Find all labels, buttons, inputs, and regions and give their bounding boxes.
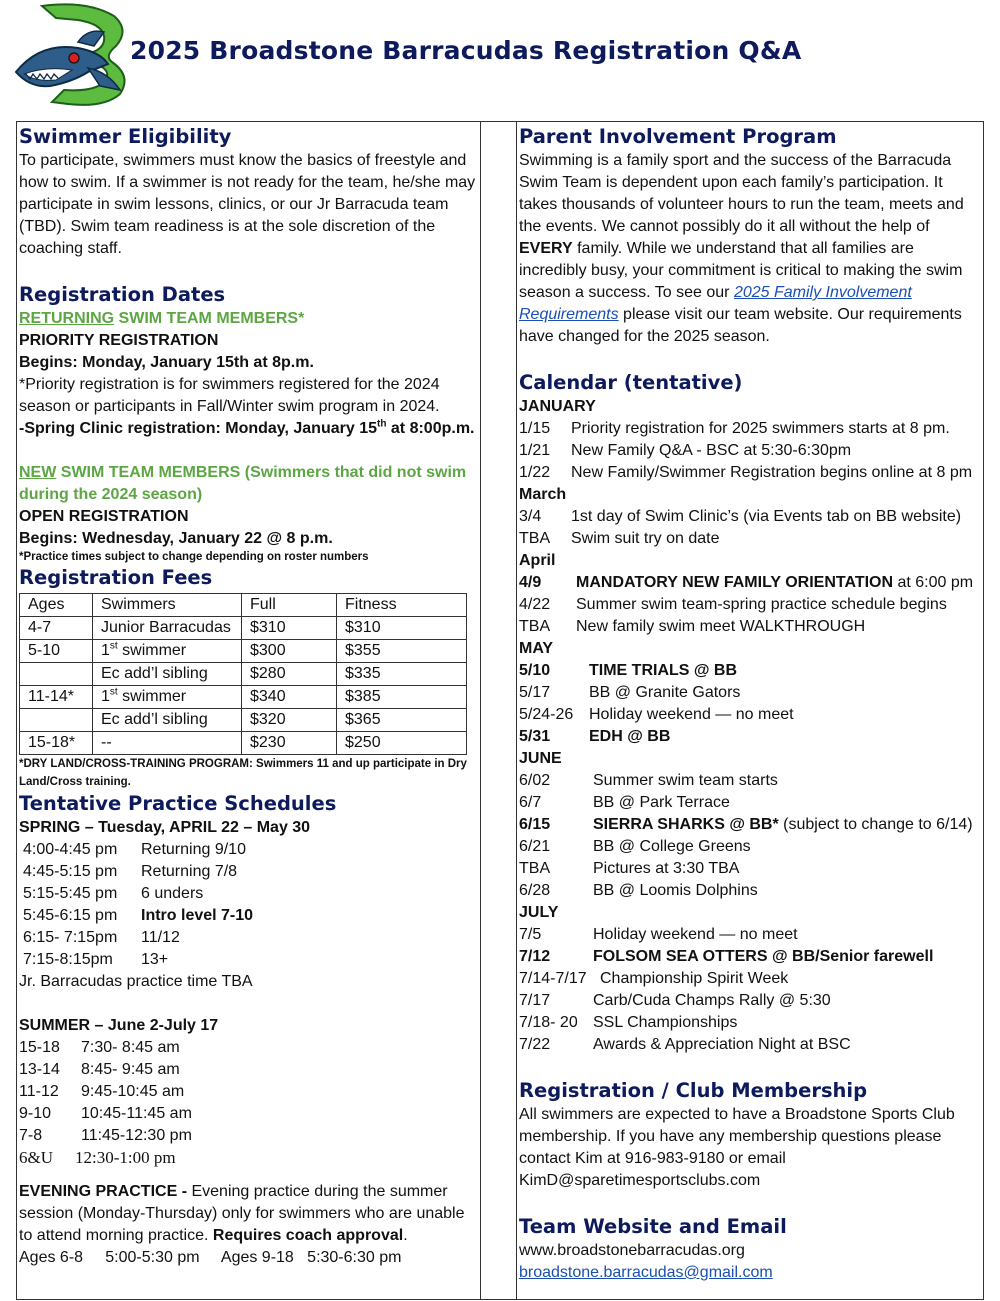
calendar-item	[519, 660, 985, 682]
calendar-item	[519, 836, 985, 858]
fees-header-row	[20, 594, 467, 617]
full-cell: $230	[242, 732, 337, 755]
calendar-item	[519, 616, 985, 638]
calendar-event: Swim suit try on date	[571, 530, 720, 547]
calendar-month: April	[519, 552, 556, 569]
calendar-month: JUNE	[519, 750, 562, 767]
calendar-date: 7/5	[519, 926, 542, 943]
ages-cell	[20, 663, 93, 686]
spring-clinic-registration: -Spring Clinic registration: Monday, January 15th at 8:00p.m.	[19, 418, 475, 437]
calendar-month: MAY	[519, 640, 554, 657]
summer-age: 11-12	[19, 1083, 59, 1100]
new-members-label: NEW SWIM TEAM MEMBERS (Swimmers that did not swim	[19, 464, 467, 481]
spring-group: Returning 7/8	[141, 863, 238, 880]
summer-time: 11:45-12:30 pm	[81, 1127, 192, 1144]
summer-schedule	[19, 1037, 480, 1169]
barracuda-logo	[12, 2, 137, 107]
full-cell: $340	[242, 686, 337, 709]
calendar-month: JULY	[519, 904, 559, 921]
table-row	[20, 686, 467, 709]
calendar-item	[519, 858, 985, 880]
swimmers-cell: 1st swimmer	[93, 640, 242, 663]
swimmers-cell: Ec add’l sibling	[93, 709, 242, 732]
calendar-item	[519, 792, 985, 814]
fitness-cell: $385	[337, 686, 467, 709]
left-column	[17, 122, 481, 1299]
spring-time: 5:15-5:45 pm	[23, 885, 118, 902]
ages-cell: 5-10	[20, 640, 93, 663]
calendar-item	[519, 462, 985, 484]
spring-time: 4:00-4:45 pm	[23, 841, 118, 858]
spring-time: 4:45-5:15 pm	[23, 863, 118, 880]
calendar-date: 5/17	[519, 684, 551, 701]
fitness-cell: $355	[337, 640, 467, 663]
returning-members-label: RETURNING SWIM TEAM MEMBERS*	[19, 310, 305, 327]
full-cell: $280	[242, 663, 337, 686]
spring-group: Intro level 7-10	[141, 907, 254, 924]
spring-schedule-row	[19, 927, 480, 949]
table-row	[20, 617, 467, 640]
calendar-date: 1/22	[519, 464, 551, 481]
calendar-event: Holiday weekend — no meet	[593, 926, 798, 943]
calendar-date: 6/21	[519, 838, 551, 855]
spring-time: 5:45-6:15 pm	[23, 907, 118, 924]
calendar-item	[519, 946, 985, 968]
calendar-date: 7/17	[519, 992, 551, 1009]
spring-schedule-row	[19, 839, 480, 861]
summer-schedule-row	[19, 1147, 480, 1169]
calendar-event: SIERRA SHARKS @ BB*	[593, 816, 779, 833]
calendar-event: EDH @ BB	[589, 728, 671, 745]
evening-practice: EVENING PRACTICE - Evening practice during the summer session (Monday-Thursday) only for swimmers who are unable to attend morning practice. Requires coach approval.	[19, 1183, 465, 1244]
swimmers-cell: 1st swimmer	[93, 686, 242, 709]
spring-group: 11/12	[141, 929, 180, 946]
website-heading: Team Website and Email	[519, 1215, 787, 1238]
calendar-item	[519, 968, 985, 990]
full-cell: $300	[242, 640, 337, 663]
calendar-event: Summer swim team-spring practice schedule begins	[576, 596, 947, 613]
calendar-item	[519, 814, 985, 836]
new-members-label-cont: during the 2024 season)	[19, 486, 203, 503]
practice-note: *Practice times subject to change depending on roster numbers	[19, 551, 369, 563]
calendar-item	[519, 682, 985, 704]
spring-time: 6:15- 7:15pm	[23, 929, 118, 946]
eligibility-heading: Swimmer Eligibility	[19, 125, 232, 148]
calendar-month: JANUARY	[519, 398, 596, 415]
table-row	[20, 732, 467, 755]
open-registration-label: OPEN REGISTRATION	[19, 508, 189, 525]
col-header: Ages	[20, 594, 93, 617]
column-divider	[481, 122, 517, 1299]
spring-group: 6 unders	[141, 885, 204, 902]
spring-schedule	[19, 839, 480, 971]
summer-age: 6&U	[19, 1148, 53, 1167]
summer-schedule-row	[19, 1125, 480, 1147]
calendar-event: BB @ Granite Gators	[589, 684, 741, 701]
priority-note: *Priority registration is for swimmers registered for the 2024	[19, 376, 440, 393]
summer-time: 12:30-1:00 pm	[75, 1148, 176, 1167]
calendar-item	[519, 528, 985, 550]
evening-times: Ages 6-8 5:00-5:30 pm Ages 9-18 5:30-6:30 pm	[19, 1249, 402, 1266]
calendar-event: Pictures at 3:30 TBA	[593, 860, 740, 877]
calendar-list	[519, 396, 985, 1056]
calendar-event-note: at 6:00 pm	[893, 574, 974, 591]
calendar-item	[519, 880, 985, 902]
summer-age: 7-8	[19, 1127, 43, 1144]
summer-age: 13-14	[19, 1061, 60, 1078]
calendar-item	[519, 572, 985, 594]
summer-time: 10:45-11:45 am	[81, 1105, 192, 1122]
calendar-event: Holiday weekend — no meet	[589, 706, 794, 723]
summer-age: 9-10	[19, 1105, 52, 1122]
eligibility-line: (TBD). Swim team readiness is at the sole discretion of the	[19, 218, 436, 235]
jr-practice-note: Jr. Barracudas practice time TBA	[19, 973, 253, 990]
practice-heading: Tentative Practice Schedules	[19, 792, 337, 815]
calendar-item	[519, 594, 985, 616]
parent-heading: Parent Involvement Program	[519, 125, 837, 148]
content-frame	[16, 121, 984, 1300]
right-column	[517, 122, 985, 1299]
calendar-event: New family swim meet WALKTHROUGH	[576, 618, 866, 635]
fitness-cell: $365	[337, 709, 467, 732]
registration-dates-heading: Registration Dates	[19, 283, 226, 306]
col-header: Fitness	[337, 594, 467, 617]
calendar-date: 1/21	[519, 442, 551, 459]
calendar-heading: Calendar (tentative)	[519, 371, 743, 394]
calendar-date: 6/7	[519, 794, 542, 811]
summer-time: 8:45- 9:45 am	[81, 1061, 180, 1078]
eligibility-line: To participate, swimmers must know the basics of freestyle and	[19, 152, 467, 169]
ages-cell: 11-14*	[20, 686, 93, 709]
summer-title: SUMMER – June 2-July 17	[19, 1017, 219, 1034]
eligibility-line: participate in swim lessons, clinics, or our Jr Barracuda team	[19, 196, 449, 213]
calendar-item	[519, 770, 985, 792]
priority-note: season or participants in Fall/Winter swim program in 2024.	[19, 398, 440, 415]
calendar-event: Awards & Appreciation Night at BSC	[593, 1036, 851, 1053]
ages-cell: 4-7	[20, 617, 93, 640]
calendar-event: BB @ Loomis Dolphins	[593, 882, 758, 899]
spring-group: 13+	[141, 951, 169, 968]
eligibility-line: coaching staff.	[19, 240, 122, 257]
calendar-item	[519, 726, 985, 748]
calendar-item	[519, 1034, 985, 1056]
calendar-event: FOLSOM SEA OTTERS @ BB/Senior farewell	[593, 948, 934, 965]
calendar-date: 5/31	[519, 728, 551, 745]
spring-schedule-row	[19, 883, 480, 905]
ages-cell: 15-18*	[20, 732, 93, 755]
spring-title: SPRING – Tuesday, APRIL 22 – May 30	[19, 819, 311, 836]
calendar-item	[519, 990, 985, 1012]
page-title: 2025 Broadstone Barracudas Registration Q&A	[130, 36, 802, 65]
calendar-event: MANDATORY NEW FAMILY ORIENTATION	[576, 574, 894, 591]
registration-fees-heading: Registration Fees	[19, 566, 213, 589]
priority-begins: Begins: Monday, January 15th at 8p.m.	[19, 354, 314, 371]
table-row	[20, 640, 467, 663]
summer-age: 15-18	[19, 1039, 60, 1056]
membership-text: All swimmers are expected to have a Broadstone Sports Club membership. If you have any membership questions please contact Kim at 916-983-9180 or email KimD@sparetimesportsclubs.com	[519, 1106, 955, 1189]
spring-schedule-row	[19, 949, 480, 971]
calendar-date: 1/15	[519, 420, 551, 437]
calendar-date: 7/12	[519, 948, 551, 965]
summer-schedule-row	[19, 1081, 480, 1103]
calendar-item	[519, 506, 985, 528]
calendar-item	[519, 924, 985, 946]
full-cell: $310	[242, 617, 337, 640]
col-header: Full	[242, 594, 337, 617]
calendar-date: 4/9	[519, 574, 542, 591]
calendar-date: 7/14-7/17	[519, 970, 587, 987]
calendar-event: Carb/Cuda Champs Rally @ 5:30	[593, 992, 831, 1009]
calendar-date: 5/24-26	[519, 706, 574, 723]
open-begins: Begins: Wednesday, January 22 @ 8 p.m.	[19, 530, 333, 547]
spring-time: 7:15-8:15pm	[23, 951, 113, 968]
calendar-item	[519, 704, 985, 726]
swimmers-cell: Ec add’l sibling	[93, 663, 242, 686]
dryland-note: *DRY LAND/CROSS-TRAINING PROGRAM: Swimmers 11 and up participate in Dry Land/Cross training.	[19, 758, 467, 788]
calendar-date: 6/02	[519, 772, 551, 789]
calendar-item	[519, 418, 985, 440]
calendar-date: 4/22	[519, 596, 551, 613]
email-link[interactable]: broadstone.barracudas@gmail.com	[519, 1264, 773, 1281]
summer-schedule-row	[19, 1037, 480, 1059]
calendar-event: New Family/Swimmer Registration begins online at 8 pm	[571, 464, 973, 481]
calendar-date: 5/10	[519, 662, 551, 679]
eligibility-line: how to swim. If a swimmer is not ready for the team, he/she may	[19, 174, 476, 191]
calendar-event: BB @ College Greens	[593, 838, 751, 855]
calendar-event: 1st day of Swim Clinic’s (via Events tab on BB website)	[571, 508, 962, 525]
calendar-event: Championship Spirit Week	[600, 970, 789, 987]
page-header	[0, 0, 1000, 115]
calendar-event-note: (subject to change to 6/14)	[778, 816, 973, 833]
calendar-date: TBA	[519, 618, 551, 635]
calendar-date: 6/28	[519, 882, 551, 899]
table-row	[20, 663, 467, 686]
calendar-item	[519, 1012, 985, 1034]
calendar-date: TBA	[519, 530, 551, 547]
ages-cell	[20, 709, 93, 732]
table-row	[20, 709, 467, 732]
parent-text: Swimming is a family sport and the success of the Barracuda Swim Team is dependent upon each family’s participation. It takes thousands of volunteer hours to run the team, meets and the events. We cannot possibly do it all without the help of EVERY family. While we understand that all families are incredibly busy, your commitment is critical to making the swim season a success. To see our 2025 Family Involvement Requirements please visit our team website. Our requirements have changed for the 2025 season.	[519, 152, 964, 345]
priority-registration-label: PRIORITY REGISTRATION	[19, 332, 219, 349]
calendar-event: Summer swim team starts	[593, 772, 778, 789]
fees-table	[19, 593, 467, 755]
website-url[interactable]: www.broadstonebarracudas.org	[519, 1242, 745, 1259]
spring-schedule-row	[19, 861, 480, 883]
calendar-event: TIME TRIALS @ BB	[589, 662, 738, 679]
fitness-cell: $250	[337, 732, 467, 755]
family-requirements-link[interactable]: 2025 Family Involvement Requirements	[519, 284, 912, 323]
calendar-date: 6/15	[519, 816, 551, 833]
col-header: Swimmers	[93, 594, 242, 617]
calendar-item	[519, 440, 985, 462]
summer-time: 9:45-10:45 am	[81, 1083, 185, 1100]
calendar-event: Priority registration for 2025 swimmers starts at 8 pm.	[571, 420, 950, 437]
spring-group: Returning 9/10	[141, 841, 246, 858]
fitness-cell: $335	[337, 663, 467, 686]
full-cell: $320	[242, 709, 337, 732]
calendar-date: 7/22	[519, 1036, 551, 1053]
calendar-event: BB @ Park Terrace	[593, 794, 730, 811]
summer-time: 7:30- 8:45 am	[81, 1039, 180, 1056]
summer-schedule-row	[19, 1059, 480, 1081]
calendar-date: 3/4	[519, 508, 542, 525]
calendar-month: March	[519, 486, 567, 503]
swimmers-cell: Junior Barracudas	[93, 617, 242, 640]
calendar-date: TBA	[519, 860, 551, 877]
swimmers-cell: --	[93, 732, 242, 755]
calendar-event: New Family Q&A - BSC at 5:30-6:30pm	[571, 442, 852, 459]
calendar-event: SSL Championships	[593, 1014, 738, 1031]
spring-schedule-row	[19, 905, 480, 927]
membership-heading: Registration / Club Membership	[519, 1079, 868, 1102]
fitness-cell: $310	[337, 617, 467, 640]
summer-schedule-row	[19, 1103, 480, 1125]
calendar-date: 7/18- 20	[519, 1014, 578, 1031]
